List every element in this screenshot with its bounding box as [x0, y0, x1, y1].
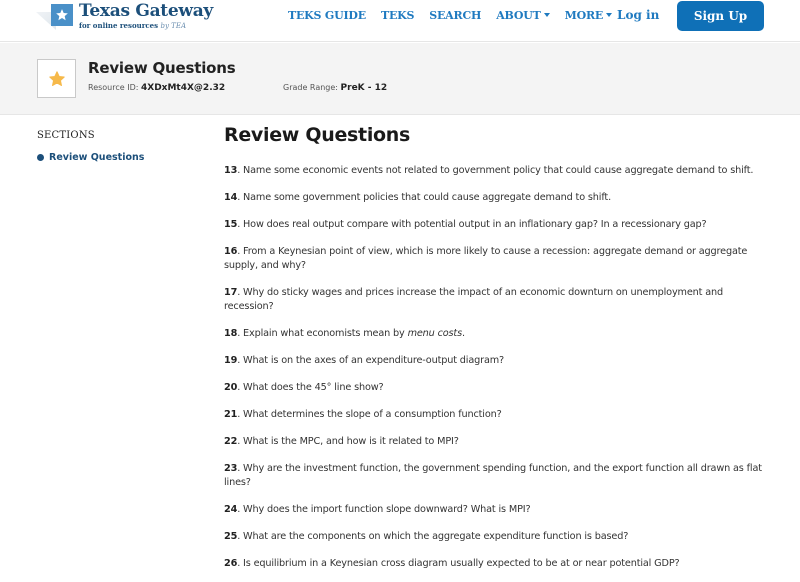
question-number: 18 [224, 328, 238, 339]
question-item: 19. What is on the axes of an expenditure-output diagram? [224, 355, 505, 366]
question-number: 16 [224, 246, 238, 257]
question-item: 14. Name some government policies that could cause aggregate demand to shift. [224, 192, 612, 203]
question-item: 22. What is the MPC, and how is it related to MPI? [224, 436, 459, 447]
nav-teks-guide[interactable] [288, 9, 366, 22]
star-icon [48, 70, 66, 88]
question-item: 26. Is equilibrium in a Keynesian cross diagram usually expected to be at or near potential GDP? [224, 558, 680, 569]
nav-teks[interactable] [381, 9, 414, 22]
question-number: 22 [224, 436, 238, 447]
question-text: What does the 45° line show? [243, 382, 384, 393]
question-number: 13 [224, 165, 238, 176]
logo-subtitle [79, 22, 213, 30]
resource-id-value: 4XDxMt4X@2.32 [141, 83, 226, 93]
sections-sidebar [37, 130, 207, 163]
main-content [224, 124, 764, 571]
question-number: 23 [224, 463, 238, 474]
nav-about-dropdown[interactable] [496, 9, 549, 22]
signup-button[interactable]: Sign Up [677, 1, 764, 31]
question-text: Explain what economists mean by [243, 328, 408, 339]
question-item: 20. What does the 45° line show? [224, 382, 384, 393]
question-text: What is on the axes of an expenditure-output diagram? [243, 355, 505, 366]
question-item: 25. What are the components on which the aggregate expenditure function is based? [224, 531, 629, 542]
question-number: 19 [224, 355, 238, 366]
question-text: How does real output compare with potential output in an inflationary gap? In a recessionary gap? [243, 219, 707, 230]
resource-thumbnail [37, 59, 76, 98]
logo-subtitle-by: by TEA [160, 22, 186, 30]
question-text: From a Keynesian point of view, which is more likely to cause a recession: aggregate demand or aggregate supply, and why? [224, 246, 748, 271]
resource-id [88, 83, 225, 93]
chevron-down-icon [544, 13, 550, 17]
nav-search-label: SEARCH [429, 9, 482, 22]
question-text: Name some government policies that could cause aggregate demand to shift. [243, 192, 612, 203]
nav-about-label: ABOUT [496, 9, 541, 22]
question-item: 23. Why are the investment function, the government spending function, and the export function all drawn as flat lines? [224, 463, 762, 488]
question-item: 13. Name some economic events not related to government policy that could cause aggregate demand to shift. [224, 165, 754, 176]
question-text: Why do sticky wages and prices increase the impact of an economic downturn on unemployment and recession? [224, 287, 723, 312]
question-item: 17. Why do sticky wages and prices increase the impact of an economic downturn on unemployment and recession? [224, 287, 723, 312]
question-item: 15. How does real output compare with potential output in an inflationary gap? In a recessionary gap? [224, 219, 707, 230]
resource-banner [0, 43, 800, 115]
grade-range-label: Grade Range: [283, 83, 338, 92]
question-text: Is equilibrium in a Keynesian cross diagram usually expected to be at or near potential GDP? [243, 558, 680, 569]
nav-teks-guide-label: TEKS GUIDE [288, 9, 366, 22]
question-suffix: . [461, 328, 465, 339]
question-number: 15 [224, 219, 238, 230]
question-number: 17 [224, 287, 238, 298]
grade-range-value: PreK - 12 [340, 83, 388, 93]
site-header [0, 0, 800, 42]
nav-teks-label: TEKS [380, 9, 415, 22]
star-icon [51, 4, 73, 26]
sidebar-item-label: Review Questions [49, 152, 145, 163]
question-text: What is the MPC, and how is it related to MPI? [243, 436, 459, 447]
question-item: 18. Explain what economists mean by menu costs. [224, 328, 465, 339]
logo-subtitle-text: for online resources [79, 21, 159, 30]
page-title: Review Questions [224, 124, 411, 146]
question-item: 16. From a Keynesian point of view, which is more likely to cause a recession: aggregate demand or aggregate supply, and why? [224, 246, 748, 271]
question-number: 25 [224, 531, 238, 542]
logo-title: Texas Gateway [79, 1, 213, 21]
resource-title: Review Questions [88, 59, 236, 77]
grade-range [283, 83, 387, 93]
resource-id-label: Resource ID: [88, 83, 139, 92]
question-italic-term: menu costs [407, 328, 462, 339]
question-number: 26 [224, 558, 238, 569]
question-list [224, 164, 764, 571]
question-text: Why are the investment function, the government spending function, and the export function all drawn as flat lines? [224, 463, 762, 488]
main-nav [288, 9, 627, 22]
question-item: 21. What determines the slope of a consumption function? [224, 409, 502, 420]
chevron-down-icon [606, 13, 612, 17]
question-text: Why does the import function slope downward? What is MPI? [243, 504, 531, 515]
question-number: 21 [224, 409, 238, 420]
nav-more-label: MORE [564, 9, 604, 22]
bullet-dot-icon [37, 154, 44, 161]
sidebar-item-review-questions[interactable] [37, 152, 207, 163]
question-text: Name some economic events not related to government policy that could cause aggregate demand to shift. [243, 165, 754, 176]
question-item: 24. Why does the import function slope downward? What is MPI? [224, 504, 531, 515]
sections-heading: SECTIONS [37, 130, 95, 141]
question-text: What determines the slope of a consumption function? [243, 409, 502, 420]
question-number: 14 [224, 192, 238, 203]
question-number: 20 [224, 382, 238, 393]
nav-search[interactable] [429, 9, 481, 22]
login-link[interactable]: Log in [617, 8, 660, 22]
question-text: What are the components on which the aggregate expenditure function is based? [243, 531, 629, 542]
logo-text [79, 2, 213, 30]
question-number: 24 [224, 504, 238, 515]
nav-more-dropdown[interactable] [565, 9, 612, 22]
